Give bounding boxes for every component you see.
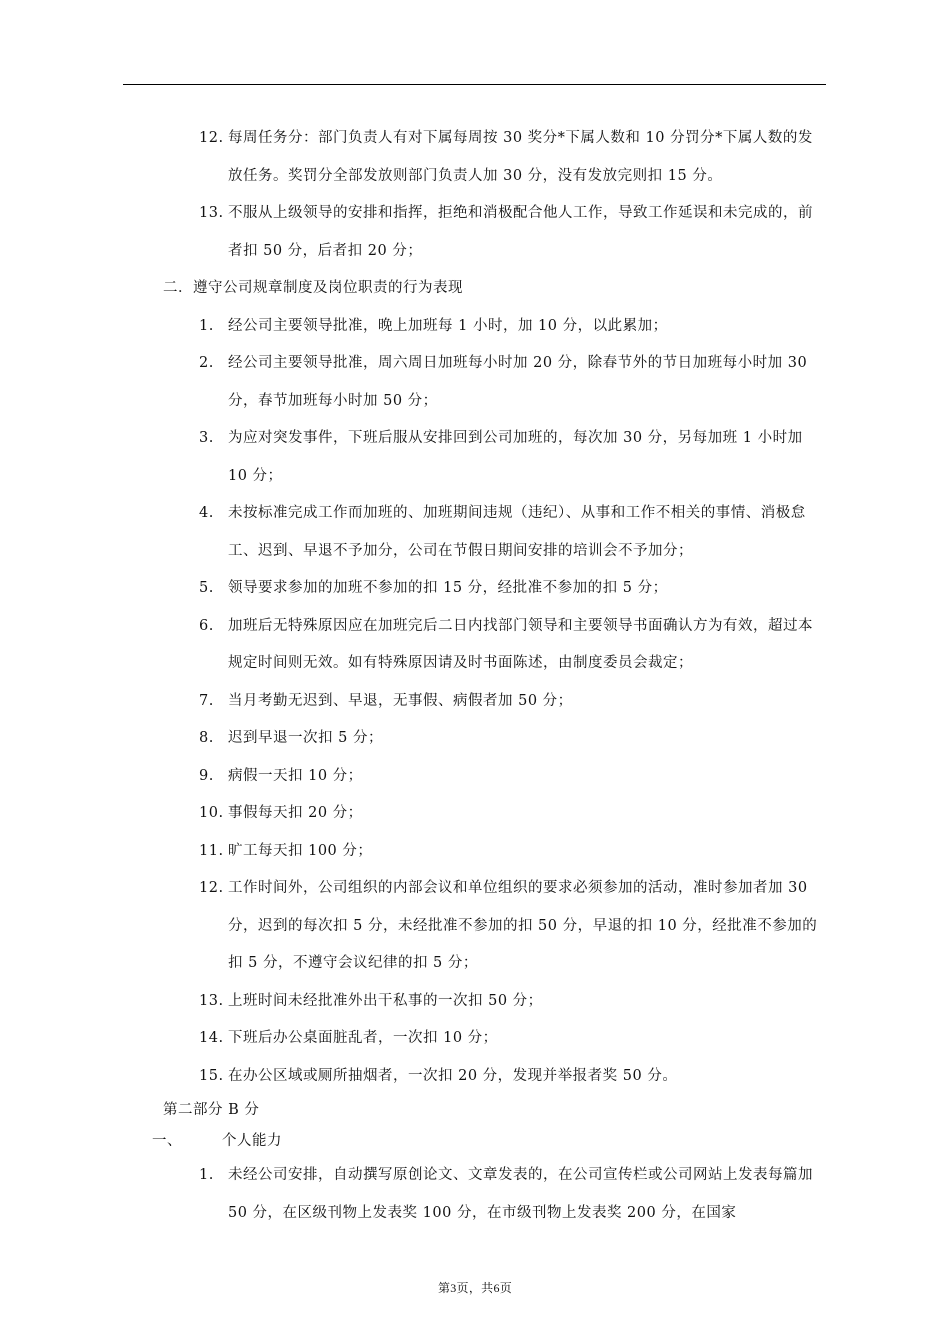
item-number: 11.	[199, 842, 224, 859]
section-heading-two	[0, 270, 950, 308]
item-number: 8.	[199, 730, 214, 746]
item-text: 旷工每天扣 100 分；	[228, 842, 373, 859]
list-item	[0, 870, 950, 983]
item-text: 经公司主要领导批准，晚上加班每 1 小时，加 10 分，以此累加；	[228, 317, 668, 334]
page-footer: 第3页，共6页	[437, 1281, 513, 1295]
document-body	[0, 120, 950, 1232]
item-text: 未经公司安排，自动撰写原创论文、文章发表的，在公司宣传栏或公司网站上发表每篇加 50 分，在区级刊物上发表奖 100 分，在市级刊物上发表奖 200 分，在国家	[228, 1167, 813, 1221]
list-item	[0, 120, 950, 195]
list-item	[0, 758, 950, 796]
section-number: 一、	[152, 1133, 182, 1149]
list-item	[0, 420, 950, 495]
item-number: 13.	[199, 205, 224, 221]
item-text: 经公司主要领导批准，周六周日加班每小时加 20 分，除春节外的节日加班每小时加 30 分，春节加班每小时加 50 分；	[228, 355, 808, 409]
item-number: 7.	[199, 692, 214, 709]
list-item	[0, 720, 950, 758]
item-text: 每周任务分：部门负责人有对下属每周按 30 奖分*下属人数和 10 分罚分*下属人数的发放任务。奖罚分全部发放则部门负责人加 30 分，没有发放完则扣 15 分。	[228, 130, 813, 184]
item-number: 12.	[199, 130, 224, 146]
item-text: 迟到早退一次扣 5 分；	[228, 730, 383, 746]
item-text: 领导要求参加的加班不参加的扣 15 分，经批准不参加的扣 5 分；	[228, 580, 668, 596]
item-number: 15.	[199, 1067, 224, 1084]
item-text: 病假一天扣 10 分；	[228, 767, 363, 784]
item-number: 6.	[199, 617, 214, 634]
section-heading-one	[0, 1126, 950, 1157]
part-two-heading: 第二部分 B 分	[163, 1102, 260, 1118]
section-number: 二．	[163, 280, 193, 296]
item-text: 为应对突发事件，下班后服从安排回到公司加班的，每次加 30 分，另每加班 1 小时加 10 分；	[228, 430, 803, 484]
list-item	[0, 1058, 950, 1096]
list-item	[0, 345, 950, 420]
list-item	[0, 495, 950, 570]
item-number: 4.	[199, 505, 214, 521]
item-number: 1.	[199, 317, 214, 334]
item-number: 14.	[199, 1030, 224, 1046]
list-item	[0, 608, 950, 683]
list-item	[0, 308, 950, 346]
section-title: 个人能力	[222, 1133, 282, 1149]
list-a-tail	[0, 120, 950, 270]
item-number: 10.	[199, 805, 224, 821]
item-number: 5.	[199, 580, 214, 596]
item-number: 12.	[199, 880, 224, 896]
item-text: 上班时间未经批准外出干私事的一次扣 50 分；	[228, 992, 543, 1009]
list-item	[0, 570, 950, 608]
list-item	[0, 1020, 950, 1058]
item-text: 未按标准完成工作而加班的、加班期间违规（违纪）、从事和工作不相关的事情、消极怠工、迟到、早退不予加分，公司在节假日期间安排的培训会不予加分；	[228, 505, 806, 559]
item-text: 当月考勤无迟到、早退，无事假、病假者加 50 分；	[228, 692, 573, 709]
list-item	[0, 1157, 950, 1232]
item-text: 下班后办公桌面脏乱者，一次扣 10 分；	[228, 1030, 498, 1046]
item-number: 13.	[199, 992, 224, 1009]
item-number: 2.	[199, 355, 214, 371]
item-text: 工作时间外，公司组织的内部会议和单位组织的要求必须参加的活动，准时参加者加 30 分，迟到的每次扣 5 分，未经批准不参加的扣 50 分，早退的扣 10 分，经批准不参加的扣 5 分，不遵守会议纪律的扣 5 分；	[228, 880, 818, 971]
section-title: 遵守公司规章制度及岗位职责的行为表现	[193, 280, 463, 296]
item-text: 不服从上级领导的安排和指挥，拒绝和消极配合他人工作，导致工作延误和未完成的，前者扣 50 分，后者扣 20 分；	[228, 205, 813, 259]
item-number: 1.	[199, 1167, 214, 1183]
list-item	[0, 683, 950, 721]
list-item	[0, 195, 950, 270]
list-b	[0, 308, 950, 1096]
list-item	[0, 833, 950, 871]
item-text: 事假每天扣 20 分；	[228, 805, 363, 821]
list-item	[0, 983, 950, 1021]
item-text: 在办公区域或厕所抽烟者，一次扣 20 分，发现并举报者奖 50 分。	[228, 1067, 678, 1084]
item-number: 9.	[199, 767, 214, 784]
header-rule	[123, 84, 826, 85]
item-number: 3.	[199, 430, 214, 446]
list-item	[0, 795, 950, 833]
list-c	[0, 1157, 950, 1232]
item-text: 加班后无特殊原因应在加班完后二日内找部门领导和主要领导书面确认方为有效，超过本规定时间则无效。如有特殊原因请及时书面陈述，由制度委员会裁定；	[228, 617, 813, 671]
